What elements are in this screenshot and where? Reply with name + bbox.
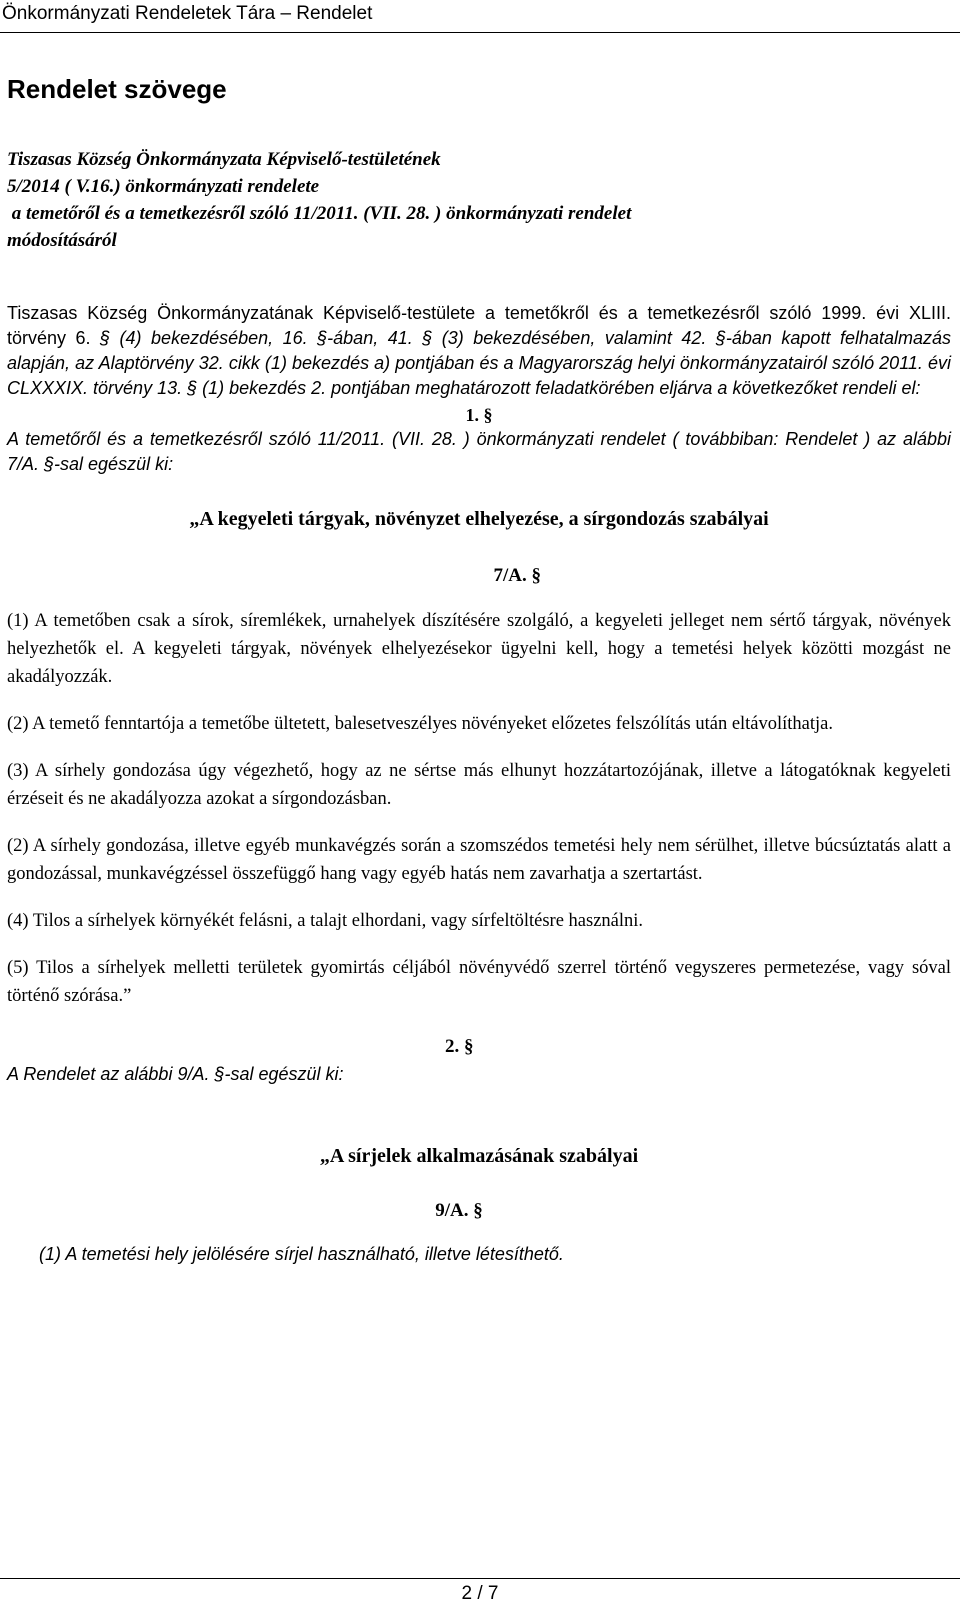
preamble-lead: Tiszasas Község Önkormányzatának Képviselő-testülete a temetőkről és a temetkezésről szóló 1999. évi XLIII. törvény 6. xyxy=(7,303,951,348)
paragraph: (5) Tilos a sírhelyek melletti területek gyomirtás céljából növényvédő szerrel történő vegyszeres permetezése, vagy sóval történő szórása.” xyxy=(7,958,951,1006)
footer-divider xyxy=(0,1578,960,1579)
article-2-number: 2. § xyxy=(445,1036,474,1057)
article-1-text: A temetőről és a temetkezésről szóló 11/2011. (VII. 28. ) önkormányzati rendelet ( továbbiban: Rendelet ) az alábbi 7/A. §-sal egészül ki: xyxy=(7,429,951,474)
article-1-number: 1. § xyxy=(465,405,493,425)
title-line: a temetőről és a temetkezésről szóló 11/2011. (VII. 28. ) önkormányzati rendelet xyxy=(7,203,632,224)
title-line: 5/2014 ( V.16.) önkormányzati rendelete xyxy=(7,176,320,197)
article-2 xyxy=(7,1036,951,1096)
section-number-7a: 7/A. § xyxy=(493,565,541,586)
regulation-title xyxy=(7,146,951,254)
preamble xyxy=(7,301,951,401)
section-heading-9a: „A sírjelek alkalmazásának szabályai xyxy=(319,1145,639,1167)
article-2-text: A Rendelet az alábbi 9/A. §-sal egészül ki: xyxy=(7,1064,344,1084)
document-header xyxy=(0,0,960,26)
paragraph: (1) A temetőben csak a sírok, síremlékek, urnahelyek díszítésére szolgáló, a kegyeleti jelleget nem sértő tárgyak, növények helyezhetők el. A kegyeleti tárgyak, növények elhelyezésekor ügyelni kell, hogy a temetési helyek közötti mozgást ne akadályozzák. xyxy=(7,611,951,687)
preamble-italic: § (4) bekezdésében, 16. §-ában, 41. § (3) bekezdésében, valamint 42. §-ában kapott felhatalmazás alapján, az Alaptörvény 32. xyxy=(7,328,951,373)
paragraph: (2) A temető fenntartója a temetőbe ültetett, balesetveszélyes növényeket előzetes felszólítás után eltávolíthatja. xyxy=(7,714,834,734)
section-number-9a: 9/A. § xyxy=(435,1200,483,1221)
section-heading-7a: „A kegyeleti tárgyak, növényzet elhelyezése, a sírgondozás szabályai xyxy=(189,508,769,530)
paragraph: (4) Tilos a sírhelyek környékét felásni, a talajt elhordani, vagy sírfeltöltésre használni. xyxy=(7,911,644,931)
paragraph: (3) A sírhely gondozása úgy végezhető, hogy az ne sértse más elhunyt hozzátartozójának, illetve a látogatóknak kegyeleti érzéseit és ne akadályozza azokat a sírgondozásban. xyxy=(7,761,951,809)
header-divider xyxy=(0,32,960,33)
section-9a-item-1: (1) A temetési hely jelölésére sírjel használható, illetve létesíthető. xyxy=(39,1244,564,1264)
title-line: módosításáról xyxy=(7,230,117,251)
section-title: Rendelet szövege xyxy=(7,74,227,104)
title-line: Tiszasas Község Önkormányzata Képviselő-testületének xyxy=(7,149,441,170)
document-body xyxy=(7,72,951,1265)
preamble-tail: cikk (1) bekezdés a) pontjában és a Magyarország helyi önkormányzatairól szóló 2011. évi CLXXXIX. törvény 13. § (1) bekezdés 2. pontjában meghatározott feladatkörében eljárva a következőket rendeli el: xyxy=(7,353,951,398)
header-title: Önkormányzati Rendeletek Tára – Rendelet xyxy=(2,3,373,24)
paragraph: (2) A sírhely gondozása, illetve egyéb munkavégzés során a szomszédos temetési hely nem sérülhet, illetve búcsúztatás alatt a gondozással, munkavégzéssel összefüggő hang vagy egyéb hatás nem zavarhatja a szertartást. xyxy=(7,836,951,884)
page-number: 2 / 7 xyxy=(461,1583,499,1604)
